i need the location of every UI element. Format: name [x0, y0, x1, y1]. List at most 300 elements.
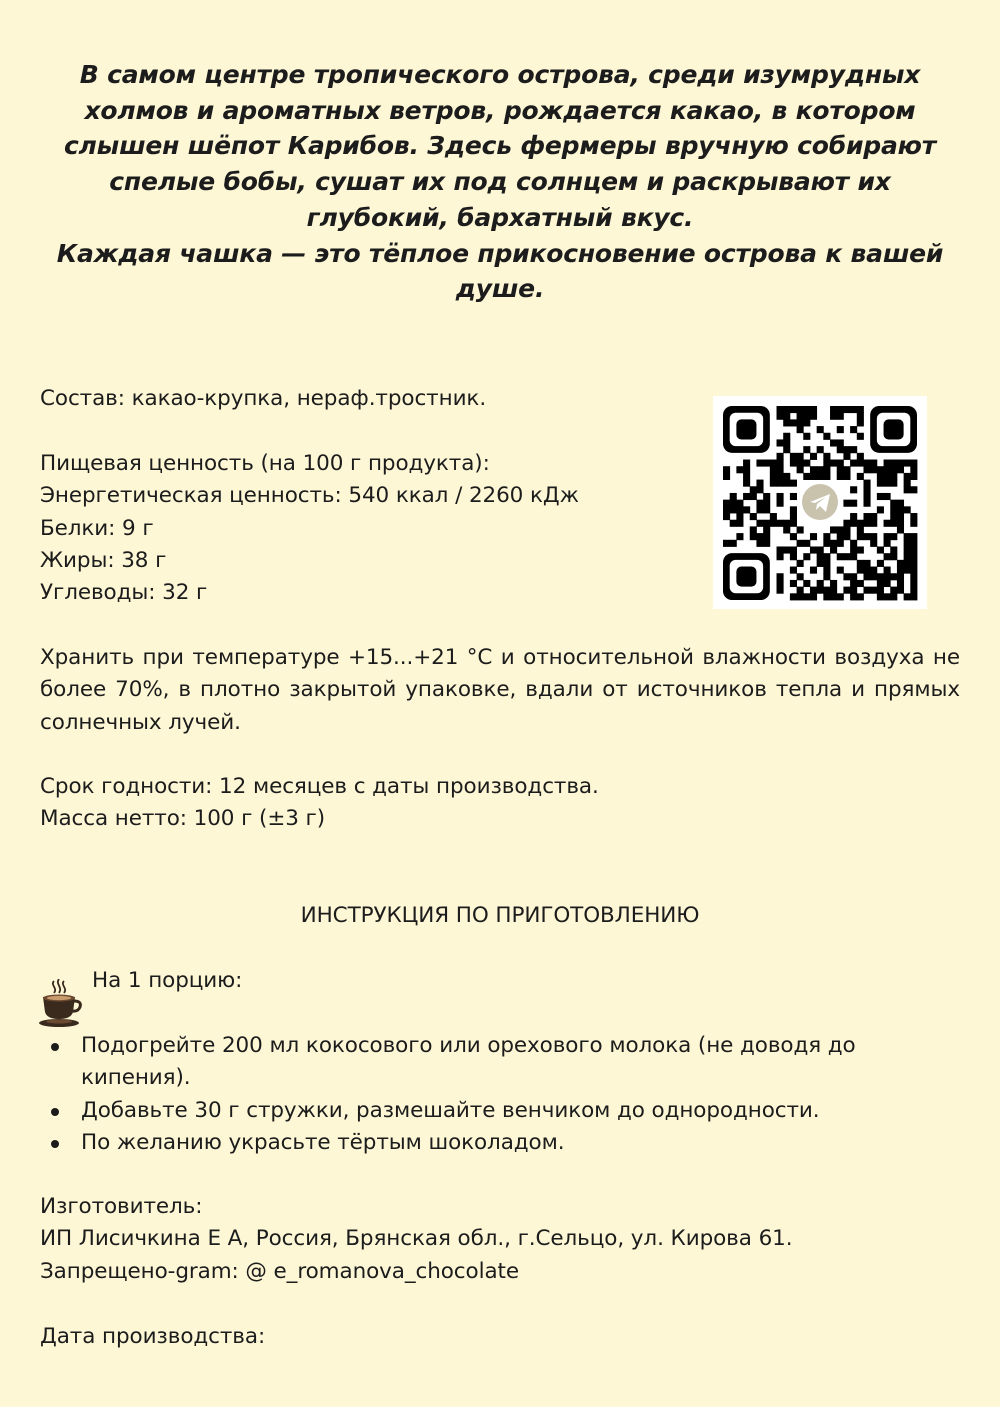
qr-module [777, 466, 784, 473]
qr-module [910, 473, 917, 480]
qr-module [863, 500, 870, 507]
qr-module [790, 593, 797, 600]
nutrition-carbs: Углеводы: 32 г [40, 580, 208, 606]
qr-module [837, 406, 844, 413]
qr-module [884, 533, 891, 540]
qr-module [904, 486, 911, 493]
qr-module [837, 439, 844, 446]
qr-module [803, 413, 810, 420]
qr-module [777, 460, 784, 467]
qr-module [830, 460, 837, 467]
qr-module [897, 567, 904, 574]
qr-module [890, 593, 897, 600]
qr-module [850, 540, 857, 547]
qr-module [763, 500, 770, 507]
qr-module [803, 433, 810, 440]
qr-module [857, 413, 864, 420]
qr-module [763, 493, 770, 500]
qr-module [823, 587, 830, 594]
shelf-life: Срок годности: 12 месяцев с даты производства. [40, 774, 599, 799]
qr-module [790, 460, 797, 467]
qr-module [910, 460, 917, 467]
qr-module [770, 460, 777, 467]
qr-module [850, 446, 857, 453]
qr-module [897, 520, 904, 527]
qr-module [797, 560, 804, 567]
qr-module [890, 460, 897, 467]
qr-module [870, 587, 877, 594]
qr-module [890, 513, 897, 520]
qr-module [904, 506, 911, 513]
qr-module [850, 460, 857, 467]
qr-module [843, 520, 850, 527]
qr-module [877, 546, 884, 553]
qr-module [863, 480, 870, 487]
qr-module [870, 460, 877, 467]
qr-module [857, 473, 864, 480]
qr-module [743, 473, 750, 480]
qr-module [797, 593, 804, 600]
qr-module [770, 473, 777, 480]
qr-module [803, 419, 810, 426]
portion-row [38, 965, 958, 1035]
qr-module [763, 460, 770, 467]
qr-module [910, 520, 917, 527]
qr-module [777, 480, 784, 487]
qr-module [783, 520, 790, 527]
qr-module [750, 493, 757, 500]
qr-module [830, 587, 837, 594]
qr-module [877, 593, 884, 600]
qr-module [890, 500, 897, 507]
qr-module [843, 446, 850, 453]
qr-module [863, 533, 870, 540]
qr-module [730, 540, 737, 547]
qr-module [783, 526, 790, 533]
qr-module [803, 580, 810, 587]
instruction-steps [40, 1030, 940, 1160]
qr-module [904, 593, 911, 600]
qr-module [777, 473, 784, 480]
qr-module [810, 413, 817, 420]
qr-module [777, 439, 784, 446]
qr-module [884, 520, 891, 527]
qr-module [884, 567, 891, 574]
qr-module [877, 480, 884, 487]
instruction-step-text: Добавьте 30 г стружки, размешайте венчиком до однородности. [81, 1097, 820, 1123]
qr-module [850, 406, 857, 413]
qr-module [756, 540, 763, 547]
qr-module [723, 540, 730, 547]
qr-module [830, 580, 837, 587]
qr-finder-pattern [736, 567, 756, 587]
qr-module [777, 500, 784, 507]
qr-module [823, 573, 830, 580]
qr-module [770, 513, 777, 520]
qr-module [837, 526, 844, 533]
qr-module [723, 466, 730, 473]
qr-module [843, 573, 850, 580]
qr-module [783, 446, 790, 453]
composition: Состав: какао-крупка, нераф.тростник. [40, 386, 487, 411]
qr-module [890, 480, 897, 487]
qr-module [823, 567, 830, 574]
qr-module [830, 439, 837, 446]
instruction-step [40, 1030, 940, 1095]
qr-module [750, 486, 757, 493]
qr-module [777, 406, 784, 413]
qr-module [850, 573, 857, 580]
qr-module [756, 506, 763, 513]
qr-module [863, 573, 870, 580]
qr-module [877, 466, 884, 473]
qr-module [736, 466, 743, 473]
qr-module [790, 520, 797, 527]
qr-module [843, 533, 850, 540]
qr-module [730, 506, 737, 513]
qr-module [890, 473, 897, 480]
qr-module [870, 513, 877, 520]
qr-module [823, 460, 830, 467]
qr-module [817, 587, 824, 594]
qr-module [904, 546, 911, 553]
qr-module [870, 533, 877, 540]
qr-module [790, 580, 797, 587]
qr-module [850, 426, 857, 433]
qr-module [810, 587, 817, 594]
qr-module [750, 513, 757, 520]
qr-module [763, 526, 770, 533]
qr-module [857, 419, 864, 426]
qr-module [817, 580, 824, 587]
qr-module [763, 520, 770, 527]
qr-module [777, 580, 784, 587]
qr-module [790, 419, 797, 426]
qr-module [777, 553, 784, 560]
qr-module [897, 587, 904, 594]
qr-module [783, 546, 790, 553]
qr-module [817, 466, 824, 473]
qr-module [790, 567, 797, 574]
net-weight: Масса нетто: 100 г (±3 г) [40, 806, 326, 832]
qr-module [897, 460, 904, 467]
qr-module [756, 460, 763, 467]
qr-module [904, 473, 911, 480]
qr-module [870, 567, 877, 574]
qr-module [810, 406, 817, 413]
qr-module [817, 446, 824, 453]
qr-module [897, 526, 904, 533]
qr-module [837, 473, 844, 480]
qr-module [797, 406, 804, 413]
qr-module [843, 473, 850, 480]
qr-module [837, 540, 844, 547]
qr-module [723, 513, 730, 520]
qr-module [803, 446, 810, 453]
qr-module [904, 540, 911, 547]
qr-finder-pattern [884, 419, 904, 439]
qr-module [857, 580, 864, 587]
qr-module [904, 480, 911, 487]
qr-module [857, 567, 864, 574]
qr-module [723, 473, 730, 480]
qr-module [850, 587, 857, 594]
qr-code[interactable] [713, 396, 927, 609]
qr-module [910, 540, 917, 547]
qr-module [823, 560, 830, 567]
nutrition-protein: Белки: 9 г [40, 515, 154, 541]
qr-module [770, 520, 777, 527]
qr-module [797, 587, 804, 594]
manufacturer-heading: Изготовитель: [40, 1194, 203, 1219]
instruction-step-text: Подогрейте 200 мл кокосового или орехового молока (не доводя до кипения). [81, 1033, 856, 1091]
qr-module [763, 506, 770, 513]
qr-module [750, 526, 757, 533]
qr-module [890, 520, 897, 527]
qr-module [803, 460, 810, 467]
qr-module [777, 413, 784, 420]
qr-module [910, 546, 917, 553]
qr-module [857, 533, 864, 540]
qr-module [730, 520, 737, 527]
qr-module [877, 473, 884, 480]
qr-module [763, 540, 770, 547]
qr-module [857, 453, 864, 460]
qr-module [850, 513, 857, 520]
qr-module [803, 406, 810, 413]
qr-module [790, 506, 797, 513]
qr-module [857, 460, 864, 467]
qr-module [756, 480, 763, 487]
qr-module [877, 506, 884, 513]
qr-module [817, 546, 824, 553]
qr-module [857, 406, 864, 413]
qr-module [870, 573, 877, 580]
qr-module [790, 513, 797, 520]
qr-module [910, 567, 917, 574]
qr-module [736, 506, 743, 513]
qr-module [843, 587, 850, 594]
qr-module [910, 593, 917, 600]
qr-module [723, 506, 730, 513]
qr-module [756, 486, 763, 493]
qr-module [783, 413, 790, 420]
qr-module [823, 453, 830, 460]
qr-module [770, 480, 777, 487]
qr-module [884, 553, 891, 560]
qr-module [837, 553, 844, 560]
nutrition-heading: Пищевая ценность (на 100 г продукта): [40, 450, 490, 476]
qr-module [790, 406, 797, 413]
qr-module [843, 526, 850, 533]
qr-module [837, 413, 844, 420]
qr-module [797, 413, 804, 420]
qr-module [797, 540, 804, 547]
qr-module [723, 500, 730, 507]
qr-module [837, 567, 844, 574]
qr-module [823, 593, 830, 600]
bullet-icon [51, 1043, 59, 1051]
qr-module [823, 473, 830, 480]
qr-module [870, 466, 877, 473]
qr-module [817, 560, 824, 567]
qr-module [837, 426, 844, 433]
qr-module [756, 520, 763, 527]
qr-module [863, 560, 870, 567]
qr-module [837, 533, 844, 540]
qr-module [850, 553, 857, 560]
qr-module [884, 573, 891, 580]
qr-module [837, 446, 844, 453]
qr-module [850, 546, 857, 553]
qr-module [730, 500, 737, 507]
qr-module [863, 520, 870, 527]
qr-code-image [713, 396, 927, 609]
qr-module [736, 500, 743, 507]
qr-module [777, 573, 784, 580]
qr-module [830, 413, 837, 420]
qr-module [870, 520, 877, 527]
manufacturer-address: ИП Лисичкина Е А, Россия, Брянская обл., г.Сельцо, ул. Кирова 61. [40, 1226, 793, 1252]
qr-module [850, 580, 857, 587]
qr-module [810, 533, 817, 540]
intro-paragraph-2: Каждая чашка — это тёплое прикосновение острова к вашей душе. [56, 238, 944, 304]
qr-module [743, 466, 750, 473]
qr-module [884, 460, 891, 467]
instructions-title: ИНСТРУКЦИЯ ПО ПРИГОТОВЛЕНИЮ [300, 903, 700, 928]
qr-module [837, 460, 844, 467]
qr-module [884, 540, 891, 547]
qr-module [904, 567, 911, 574]
qr-module [890, 533, 897, 540]
storage-conditions: Хранить при температуре +15...+21 °С и относительной влажности воздуха не более 70%, в плотно закрытой упаковке, вдали от источников тепла и прямых солнечных лучей. [40, 645, 960, 735]
qr-module [830, 526, 837, 533]
qr-module [783, 406, 790, 413]
qr-module [837, 466, 844, 473]
qr-module [783, 439, 790, 446]
qr-module [890, 506, 897, 513]
qr-module [803, 593, 810, 600]
qr-module [877, 580, 884, 587]
qr-module [743, 480, 750, 487]
qr-module [897, 506, 904, 513]
qr-module [790, 553, 797, 560]
qr-module [797, 573, 804, 580]
qr-module [823, 433, 830, 440]
qr-module [777, 453, 784, 460]
qr-module [797, 526, 804, 533]
qr-module [830, 593, 837, 600]
qr-module [810, 546, 817, 553]
qr-module [843, 500, 850, 507]
qr-module [823, 553, 830, 560]
qr-module [817, 473, 824, 480]
qr-module [763, 533, 770, 540]
qr-module [843, 453, 850, 460]
qr-module [857, 546, 864, 553]
qr-module [857, 520, 864, 527]
qr-module [790, 546, 797, 553]
qr-module [897, 500, 904, 507]
qr-module [803, 540, 810, 547]
qr-module [904, 560, 911, 567]
qr-module [783, 480, 790, 487]
qr-module [850, 520, 857, 527]
qr-module [910, 466, 917, 473]
qr-module [777, 520, 784, 527]
qr-module [910, 560, 917, 567]
qr-module [803, 473, 810, 480]
qr-module [830, 540, 837, 547]
instruction-step [40, 1127, 940, 1159]
qr-module [736, 520, 743, 527]
qr-module [810, 593, 817, 600]
qr-module [823, 533, 830, 540]
qr-module [823, 540, 830, 547]
qr-module [783, 433, 790, 440]
qr-module [910, 486, 917, 493]
qr-module [790, 480, 797, 487]
product-info [40, 383, 690, 610]
qr-module [877, 573, 884, 580]
qr-module [870, 540, 877, 547]
nutrition-fat: Жиры: 38 г [40, 548, 167, 574]
shelf-info [40, 771, 960, 836]
qr-module [857, 560, 864, 567]
qr-module [897, 573, 904, 580]
intro-paragraph-1: В самом центре тропического острова, среди изумрудных холмов и ароматных ветров, рождается какао, в котором слышен шёпот Карибов. Здесь фермеры вручную собирают спелые бобы, сушат их под солнцем и раскрывают их глубокий, бархатный вкус. [63, 60, 937, 232]
qr-module [810, 466, 817, 473]
qr-module [850, 500, 857, 507]
qr-module [817, 426, 824, 433]
qr-module [850, 486, 857, 493]
instruction-step [40, 1095, 940, 1127]
qr-module [797, 460, 804, 467]
qr-module [843, 466, 850, 473]
qr-module [884, 466, 891, 473]
qr-module [863, 460, 870, 467]
qr-module [910, 580, 917, 587]
qr-module [863, 466, 870, 473]
qr-module [897, 580, 904, 587]
qr-module [797, 419, 804, 426]
qr-module [890, 466, 897, 473]
qr-module [884, 580, 891, 587]
qr-module [817, 553, 824, 560]
portion-label: На 1 порцию: [92, 968, 243, 993]
qr-module [897, 466, 904, 473]
qr-module [877, 560, 884, 567]
qr-module [863, 486, 870, 493]
qr-module [904, 533, 911, 540]
qr-module [797, 426, 804, 433]
hot-cup-icon [38, 979, 82, 1029]
qr-module [823, 466, 830, 473]
qr-module [797, 453, 804, 460]
manufacturer-social: Запрещено-gram: @ e_romanova_chocolate [40, 1258, 519, 1284]
intro-text [40, 57, 960, 307]
qr-module [897, 560, 904, 567]
qr-module [877, 493, 884, 500]
qr-module [884, 493, 891, 500]
qr-module [743, 460, 750, 467]
qr-module [756, 533, 763, 540]
qr-module [910, 573, 917, 580]
qr-module [857, 433, 864, 440]
qr-module [910, 513, 917, 520]
qr-module [857, 526, 864, 533]
manufacturer-info [40, 1191, 960, 1288]
